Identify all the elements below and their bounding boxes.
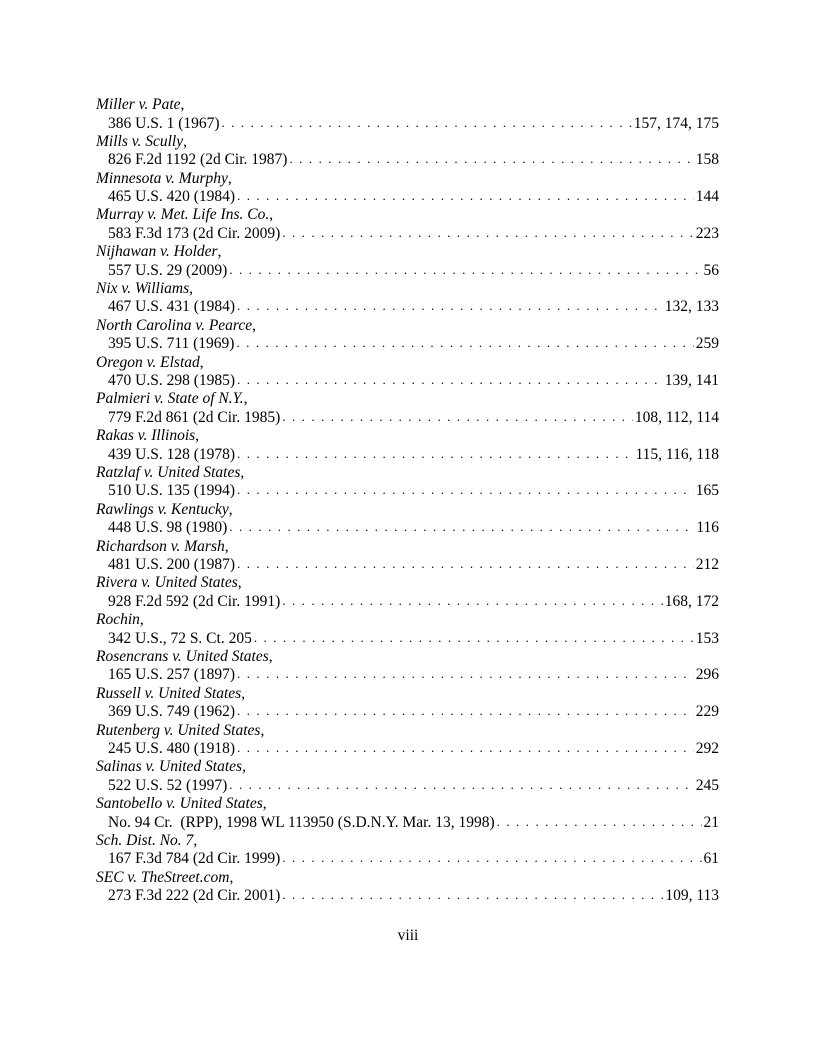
case-name-text: Rawlings v. Kentucky (96, 500, 229, 518)
case-name-comma: , (217, 243, 222, 261)
case-name-text: Salinas v. United States (96, 758, 243, 776)
dot-leader (237, 371, 663, 389)
citation: 481 U.S. 200 (1987) (108, 556, 236, 574)
case-name-text: North Carolina v. Pearce (96, 316, 253, 334)
citation-line (96, 298, 719, 316)
page-references: 158 (695, 151, 719, 169)
case-name-comma: , (241, 684, 246, 702)
case-name (96, 795, 719, 814)
case-name (96, 317, 719, 336)
authority-entry (96, 464, 719, 501)
page-references: 56 (703, 261, 719, 279)
dot-leader (237, 665, 694, 683)
case-name-comma: , (228, 500, 233, 518)
case-name-text: Nix v. Williams (96, 279, 190, 297)
citation: 165 U.S. 257 (1897) (108, 666, 236, 684)
case-name-text: Mills v. Scully (96, 132, 184, 150)
citation-line (96, 372, 719, 390)
case-name-comma: , (183, 132, 187, 150)
authority-entry (96, 280, 719, 317)
page-references: 132, 133 (664, 298, 719, 316)
case-name-comma: , (229, 868, 234, 886)
citation-line (96, 335, 719, 353)
case-name (96, 464, 719, 483)
page-references: 108, 112, 114 (634, 408, 719, 426)
page-references: 259 (695, 335, 719, 353)
case-name-text: Russell v. United States (96, 684, 242, 702)
case-name (96, 427, 719, 446)
authority-entry (96, 574, 719, 611)
case-name-text: Ratzlaf v. United States (96, 463, 241, 481)
dot-leader (282, 592, 662, 610)
dot-leader (289, 150, 693, 168)
case-name-text: Rutenberg v. United States (96, 721, 261, 739)
case-name-comma: , (193, 831, 198, 849)
citation-line (96, 666, 719, 684)
citation: 439 U.S. 128 (1978) (108, 445, 236, 463)
page-references: 223 (695, 224, 719, 242)
page-references: 229 (695, 703, 719, 721)
authority-entry (96, 243, 719, 280)
citation-line (96, 887, 719, 905)
case-name-text: Rakas v. Illinois (96, 427, 196, 445)
authority-entry (96, 354, 719, 391)
case-name-comma: , (139, 611, 144, 629)
citation: 467 U.S. 431 (1984) (108, 298, 236, 316)
dot-leader (237, 555, 694, 573)
case-name (96, 869, 719, 888)
page-references: 165 (695, 482, 719, 500)
citation: 557 U.S. 29 (2009) (108, 261, 228, 279)
page-references: 116 (696, 519, 719, 537)
case-name (96, 390, 719, 409)
authority-entry (96, 206, 719, 243)
citation-line (96, 446, 719, 464)
table-of-authorities (96, 96, 719, 906)
citation-line (96, 482, 719, 500)
page-references: 212 (695, 556, 719, 574)
case-name-text: Murray v. Met. Life Ins. Co. (96, 206, 270, 224)
case-name (96, 170, 719, 189)
dot-leader (282, 886, 663, 904)
citation: 826 F.2d 1192 (2d Cir. 1987) (108, 151, 288, 169)
authority-entry (96, 832, 719, 869)
case-name (96, 722, 719, 741)
citation: 386 U.S. 1 (1967) (108, 114, 220, 132)
dot-leader (282, 224, 693, 242)
case-name-comma: , (237, 574, 242, 592)
case-name-text: Santobello v. United States (96, 795, 263, 813)
authority-entry (96, 795, 719, 832)
dot-leader (229, 261, 701, 279)
case-name (96, 685, 719, 704)
citation: 470 U.S. 298 (1985) (108, 372, 236, 390)
authority-entry (96, 722, 719, 759)
authority-entry (96, 611, 719, 648)
case-name-comma: , (268, 647, 273, 665)
citation: 245 U.S. 480 (1918) (108, 740, 236, 758)
case-name-text: Palmieri v. State of N.Y. (96, 390, 244, 408)
page-references: 245 (695, 776, 719, 794)
citation: 583 F.3d 173 (2d Cir. 2009) (108, 224, 281, 242)
citation-line (96, 262, 719, 280)
citation-line (96, 409, 719, 427)
authority-entry (96, 685, 719, 722)
dot-leader (229, 518, 694, 536)
page-references: 115, 116, 118 (635, 445, 719, 463)
page-references: 296 (695, 666, 719, 684)
citation: 167 F.3d 784 (2d Cir. 1999) (108, 850, 281, 868)
page-references: 168, 172 (664, 592, 719, 610)
citation: 510 U.S. 135 (1994) (108, 482, 236, 500)
dot-leader (229, 776, 693, 794)
case-name-comma: , (224, 537, 229, 555)
case-name-comma: , (242, 758, 246, 776)
dot-leader (237, 702, 694, 720)
case-name (96, 538, 719, 557)
dot-leader (497, 813, 702, 831)
case-name-comma: , (260, 721, 265, 739)
dot-leader (236, 334, 693, 352)
case-name (96, 758, 719, 777)
citation-line (96, 703, 719, 721)
case-name (96, 206, 719, 225)
dot-leader (237, 481, 694, 499)
citation-line (96, 225, 719, 243)
citation: 369 U.S. 749 (1962) (108, 703, 236, 721)
citation: 395 U.S. 711 (1969) (108, 335, 235, 353)
case-name-comma: , (240, 463, 245, 481)
citation-line (96, 777, 719, 795)
citation: 342 U.S., 72 S. Ct. 205 (108, 629, 252, 647)
authority-entry (96, 133, 719, 170)
authority-entry (96, 869, 719, 906)
case-name-comma: , (189, 279, 194, 297)
case-name (96, 501, 719, 520)
dot-leader (254, 629, 694, 647)
case-name-comma: , (252, 316, 257, 334)
case-name-text: Richardson v. Marsh (96, 537, 225, 555)
case-name (96, 574, 719, 593)
citation: 779 F.2d 861 (2d Cir. 1985) (108, 408, 281, 426)
case-name-text: Minnesota v. Murphy (96, 169, 228, 187)
citation-line (96, 814, 719, 832)
page-references: 153 (695, 629, 719, 647)
case-name-comma: , (243, 390, 248, 408)
citation-line (96, 151, 719, 169)
case-name-text: Rochin (96, 611, 140, 629)
case-name-comma: , (199, 353, 204, 371)
page-references: 292 (695, 740, 719, 758)
citation-line (96, 556, 719, 574)
page-number: viii (397, 927, 419, 944)
page-references: 61 (703, 850, 719, 868)
citation-line (96, 850, 719, 868)
citation-line (96, 740, 719, 758)
case-name-text: Rosencrans v. United States (96, 647, 269, 665)
case-name (96, 832, 719, 851)
citation-line (96, 188, 719, 206)
citation: 448 U.S. 98 (1980) (108, 519, 228, 537)
dot-leader (282, 849, 701, 867)
authority-entry (96, 317, 719, 354)
case-name-text: SEC v. TheStreet.com (96, 868, 230, 886)
dot-leader (237, 445, 633, 463)
citation: 522 U.S. 52 (1997) (108, 776, 228, 794)
authority-entry (96, 96, 719, 133)
page-references: 144 (695, 188, 719, 206)
citation: 273 F.3d 222 (2d Cir. 2001) (108, 887, 281, 905)
authority-entry (96, 538, 719, 575)
case-name-comma: , (227, 169, 232, 187)
case-name-comma: , (195, 427, 200, 445)
case-name (96, 243, 719, 262)
authority-entry (96, 501, 719, 538)
page-references: 139, 141 (664, 372, 719, 390)
citation-line (96, 115, 719, 133)
citation-line (96, 593, 719, 611)
case-name (96, 354, 719, 373)
dot-leader (237, 739, 694, 757)
citation: 928 F.2d 592 (2d Cir. 1991) (108, 592, 281, 610)
page-references: 21 (703, 813, 719, 831)
citation: No. 94 Cr. (RPP), 1998 WL 113950 (S.D.N.Y. Mar. 13, 1998) (108, 813, 495, 831)
dot-leader (282, 408, 633, 426)
dot-leader (237, 297, 663, 315)
case-name-comma: , (262, 795, 267, 813)
page-references: 157, 174, 175 (633, 114, 719, 132)
citation-line (96, 519, 719, 537)
case-name (96, 648, 719, 667)
authority-entry (96, 170, 719, 207)
authority-entry (96, 427, 719, 464)
citation: 465 U.S. 420 (1984) (108, 188, 236, 206)
dot-leader (222, 114, 632, 132)
case-name-comma: , (180, 96, 185, 113)
case-name-text: Rivera v. United States (96, 574, 238, 592)
dot-leader (237, 187, 694, 205)
case-name (96, 133, 719, 152)
authority-entry (96, 758, 719, 795)
case-name (96, 96, 719, 115)
case-name-comma: , (269, 206, 274, 224)
case-name-text: Miller v. Pate (96, 96, 181, 113)
case-name-text: Nijhawan v. Holder (96, 243, 218, 261)
case-name-text: Sch. Dist. No. 7 (96, 831, 194, 849)
case-name-text: Oregon v. Elstad (96, 353, 200, 371)
case-name (96, 280, 719, 299)
citation-line (96, 630, 719, 648)
page-references: 109, 113 (665, 887, 719, 905)
authority-entry (96, 390, 719, 427)
authority-entry (96, 648, 719, 685)
case-name (96, 611, 719, 630)
